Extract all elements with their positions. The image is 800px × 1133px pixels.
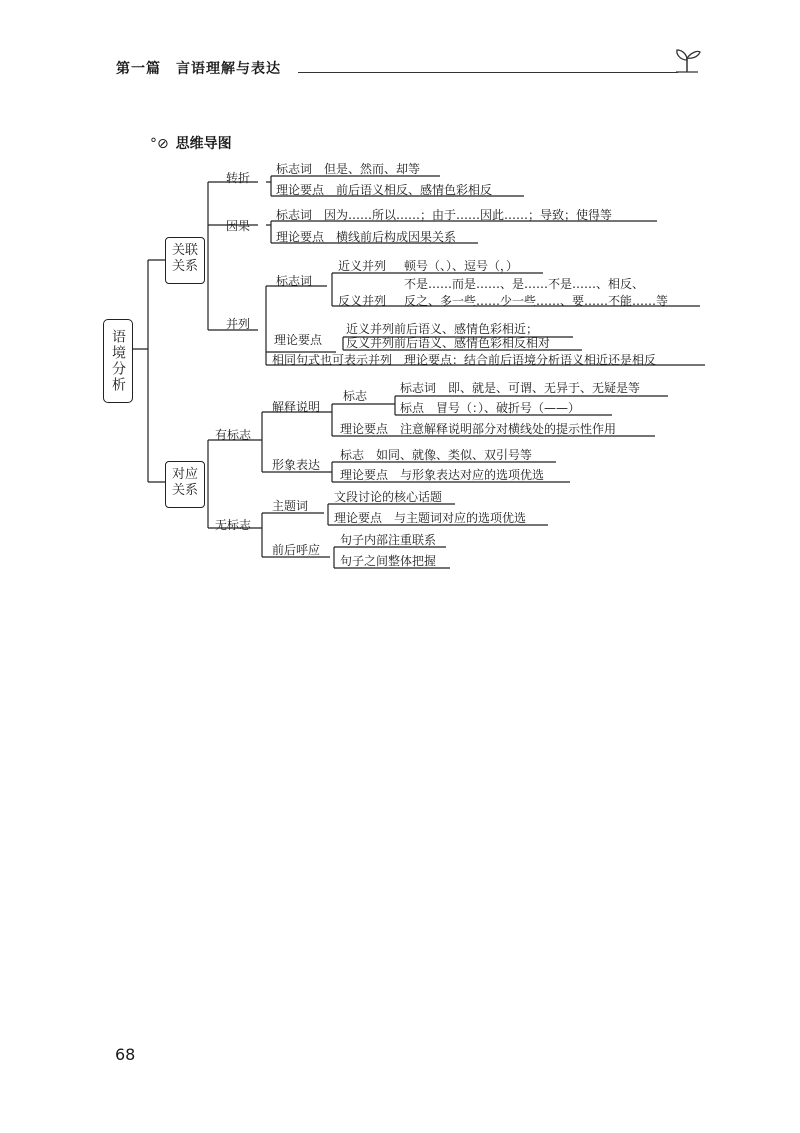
jieshi-markers: 标志词 即、就是、可谓、无异于、无疑是等 xyxy=(400,381,641,395)
binglie-anti-line2: 反之、多一些……少一些……、要……不能……等 xyxy=(404,294,669,308)
yinguo-theory: 理论要点 横线前后构成因果关系 xyxy=(276,230,457,244)
node-yinguo: 因果 xyxy=(226,219,251,233)
leaf-icon: °⊘ xyxy=(150,136,169,152)
hucying-line1: 句子内部注重联系 xyxy=(340,533,437,547)
node-binglie: 并列 xyxy=(226,317,251,331)
node-hucying: 前后呼应 xyxy=(272,543,321,557)
zhuti-theory: 理论要点 与主题词对应的选项优选 xyxy=(334,511,527,525)
binglie-same-pattern: 相同句式也可表示并列 理论要点：结合前后语境分析语义相近还是相反 xyxy=(272,353,657,367)
jieshi-biaozhi-label: 标志 xyxy=(343,389,368,403)
zhuti-line1: 文段讨论的核心话题 xyxy=(334,490,443,504)
binglie-anti-line1: 不是……而是……、是……不是……、相反、 xyxy=(404,277,645,291)
binglie-theory-label: 理论要点 xyxy=(274,333,323,347)
jieshi-theory: 理论要点 注意解释说明部分对横线处的提示性作用 xyxy=(340,422,617,436)
node-zhuanzhe: 转折 xyxy=(226,171,251,185)
mindmap-title-text: 思维导图 xyxy=(175,136,232,152)
binglie-theory-line2: 反义并列前后语义、感情色彩相反相对 xyxy=(346,336,551,350)
zhuanzhe-markers: 标志词 但是、然而、却等 xyxy=(276,162,421,176)
jieshi-punct: 标点 冒号（：）、破折号（——） xyxy=(400,401,581,415)
binglie-theory-line1: 近义并列前后语义、感情色彩相近； xyxy=(346,322,539,336)
binglie-anti-label: 反义并列 xyxy=(338,294,387,308)
node-youbiaozhi: 有标志 xyxy=(215,428,252,442)
node-jieshi: 解释说明 xyxy=(272,400,321,414)
xingxiang-theory: 理论要点 与形象表达对应的选项优选 xyxy=(340,468,545,482)
node-xingxiang: 形象表达 xyxy=(272,458,321,472)
binglie-marker-label: 标志词 xyxy=(276,274,313,288)
branch-duiying-text: 对应 关系 xyxy=(171,467,198,498)
page-header-title: 第一篇 言语理解与表达 xyxy=(116,61,281,77)
root-node: 语境分析 xyxy=(103,319,133,403)
yinguo-markers: 标志词 因为……所以……；由于……因此……；导致；使得等 xyxy=(276,208,613,222)
page-number: 68 xyxy=(115,1045,136,1064)
zhuanzhe-theory: 理论要点 前后语义相反、感情色彩相反 xyxy=(276,183,493,197)
branch-duiying xyxy=(165,461,205,508)
node-wubiaozhi: 无标志 xyxy=(215,518,252,532)
hucying-line2: 句子之间整体把握 xyxy=(340,554,437,568)
branch-guanlian-text: 关联 关系 xyxy=(171,243,198,274)
binglie-near-text: 顿号（、）、逗号（，） xyxy=(404,259,519,273)
binglie-near-label: 近义并列 xyxy=(338,259,387,273)
branch-guanlian xyxy=(165,237,205,284)
xingxiang-markers: 标志 如同、就像、类似、双引号等 xyxy=(340,448,533,462)
node-zhuti: 主题词 xyxy=(272,499,309,513)
